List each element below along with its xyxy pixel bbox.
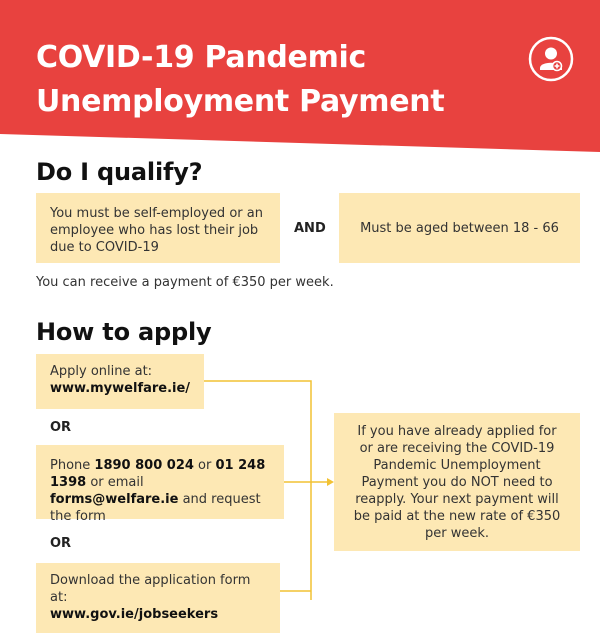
payment-note: You can receive a payment of €350 per week.	[36, 275, 334, 290]
download-link[interactable]: www.gov.ie/jobseekers	[50, 607, 219, 622]
download-label: Download the application form at:	[50, 573, 251, 605]
download-form-box	[36, 563, 280, 633]
criterion-employment: You must be self-employed or an employee who has lost their job due to COVID-19	[36, 193, 280, 263]
phone-suffix: and request the form	[50, 492, 261, 524]
qualify-heading: Do I qualify?	[36, 158, 203, 186]
email-link[interactable]: forms@welfare.ie	[50, 492, 179, 507]
title-line-1: COVID-19 Pandemic	[36, 40, 367, 75]
phone-mid: or	[193, 458, 216, 473]
or-separator: OR	[50, 536, 72, 551]
apply-online-box	[36, 354, 204, 409]
email-prefix: or email	[86, 475, 144, 490]
phone-number-1[interactable]: 1890 800 024	[94, 458, 194, 473]
and-joiner: AND	[294, 221, 326, 236]
apply-heading: How to apply	[36, 318, 212, 346]
or-separator: OR	[50, 420, 72, 435]
arrow-head-icon	[327, 478, 334, 486]
existing-applicants-text: If you have already applied for or are receiving the COVID-19 Pandemic Unemployment Payment you do NOT need to reapply. Your next payment will be paid at the new rate of €350 per week.	[353, 423, 561, 541]
phone-number-2[interactable]: 01 248 1398	[50, 458, 266, 490]
apply-phone-box	[36, 445, 284, 524]
criterion-age-text: Must be aged between 18 - 66	[360, 220, 559, 236]
existing-applicants-box	[334, 413, 580, 551]
phone-prefix: Phone	[50, 458, 95, 473]
title-line-2: Unemployment Payment	[36, 84, 445, 119]
apply-online-link[interactable]: www.mywelfare.ie/	[50, 381, 191, 396]
apply-online-label: Apply online at:	[50, 364, 153, 379]
